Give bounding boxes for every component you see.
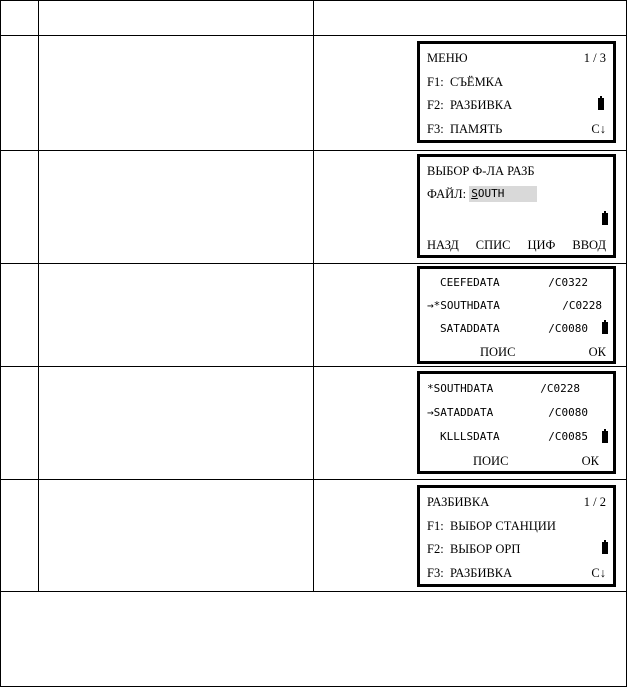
screen-title: ВЫБОР Ф-ЛА РАЗБ	[427, 164, 535, 178]
softkey-numeric[interactable]: ЦИФ	[527, 238, 556, 252]
menu-item-label: РАЗБИВКА	[449, 566, 513, 580]
table-border-bottom	[0, 686, 627, 687]
softkey-list[interactable]: СПИС	[475, 238, 511, 252]
battery-icon	[602, 213, 608, 225]
file-code: /C0080	[548, 322, 588, 335]
battery-icon	[602, 431, 608, 443]
menu-item-label: СЪЁМКА	[449, 75, 504, 89]
softkey-bar	[473, 453, 599, 469]
more-pages-indicator: С↓	[591, 122, 606, 136]
screen-title: МЕНЮ	[427, 51, 468, 65]
file-list-row-selected[interactable]	[427, 405, 606, 421]
menu-item-f3[interactable]	[427, 121, 606, 137]
file-label: ФАЙЛ:	[427, 187, 467, 201]
softkey-bar	[480, 344, 606, 360]
menu-item-f3[interactable]	[427, 565, 606, 581]
file-name: *SOUTHDATA	[427, 382, 494, 395]
function-key-label: F1:	[427, 75, 444, 89]
column-divider	[313, 0, 314, 592]
file-code: /C0228	[562, 299, 602, 312]
file-name: →SATADDATA	[427, 406, 494, 419]
battery-icon	[598, 98, 604, 110]
softkey-search[interactable]: ПОИС	[480, 345, 516, 359]
column-divider	[38, 0, 39, 592]
lcd-screen-menu	[417, 41, 616, 143]
menu-item-f2[interactable]	[427, 541, 606, 557]
softkey-search[interactable]: ПОИС	[473, 454, 509, 468]
screen-title-row	[427, 50, 606, 66]
lcd-screen-file-list	[417, 266, 616, 364]
file-input-row	[427, 186, 606, 202]
softkey-enter[interactable]: ВВОД	[572, 238, 606, 252]
file-list-row[interactable]	[440, 321, 606, 337]
file-name: KLLLSDATA	[440, 430, 500, 443]
file-name: CEEFEDATA	[440, 276, 500, 289]
file-list-row[interactable]	[440, 275, 606, 291]
menu-item-label: РАЗБИВКА	[449, 98, 513, 112]
battery-icon	[602, 542, 608, 554]
function-key-label: F3:	[427, 566, 444, 580]
lcd-screen-stakeout-menu	[417, 485, 616, 587]
menu-item-label: ВЫБОР СТАНЦИИ	[449, 519, 556, 533]
menu-item-f2[interactable]	[427, 97, 606, 113]
softkey-ok[interactable]: ОК	[588, 345, 606, 359]
function-key-label: F1:	[427, 519, 444, 533]
cursor-char: S	[471, 187, 478, 200]
softkey-ok[interactable]: ОК	[581, 454, 599, 468]
page-indicator: 1 / 2	[583, 495, 606, 509]
softkey-back[interactable]: НАЗД	[427, 238, 459, 252]
table-border-left	[0, 0, 1, 687]
file-code: /C0085	[548, 430, 588, 443]
menu-item-f1[interactable]	[427, 74, 606, 90]
screen-title-row	[427, 163, 606, 179]
screen-title-row	[427, 494, 606, 510]
file-code: /C0080	[548, 406, 588, 419]
page-indicator: 1 / 3	[583, 51, 606, 65]
file-code: /C0322	[548, 276, 588, 289]
menu-item-label: ВЫБОР ОРП	[449, 542, 521, 556]
file-list-row[interactable]	[440, 429, 606, 445]
menu-item-label: ПАМЯТЬ	[449, 122, 503, 136]
file-list-row[interactable]	[427, 381, 606, 397]
function-key-label: F3:	[427, 122, 444, 136]
screen-title: РАЗБИВКА	[427, 495, 490, 509]
file-list-row-selected[interactable]	[427, 298, 606, 314]
file-code: /C0228	[540, 382, 580, 395]
battery-icon	[602, 322, 608, 334]
file-name: →*SOUTHDATA	[427, 299, 500, 312]
lcd-screen-select-file	[417, 154, 616, 258]
file-name-rest: OUTH	[477, 187, 505, 200]
file-name: SATADDATA	[440, 322, 500, 335]
lcd-screen-file-list-scrolled	[417, 371, 616, 474]
function-key-label: F2:	[427, 542, 444, 556]
file-name-input[interactable]	[469, 186, 537, 202]
more-pages-indicator: С↓	[591, 566, 606, 580]
function-key-label: F2:	[427, 98, 444, 112]
softkey-bar	[427, 237, 606, 253]
menu-item-f1[interactable]	[427, 518, 606, 534]
